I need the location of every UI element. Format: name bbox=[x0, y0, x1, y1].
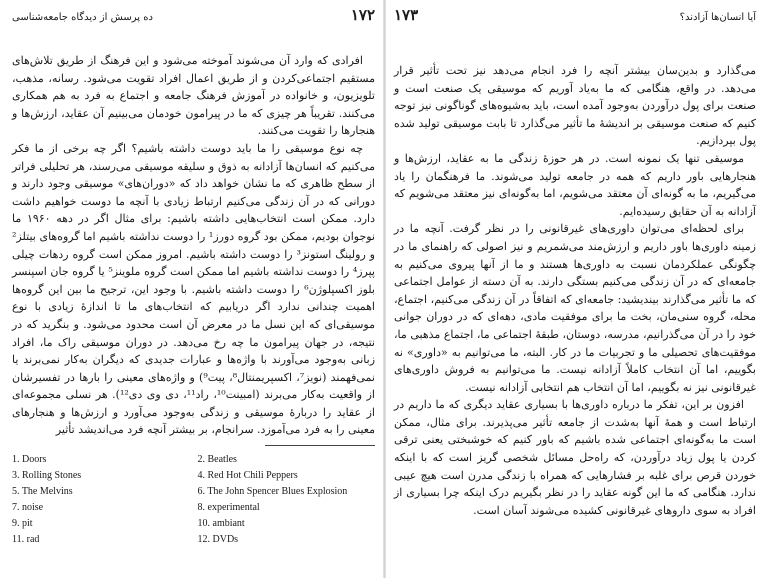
running-head-title: آیا انسان‌ها آزادند؟ bbox=[679, 12, 756, 23]
page-number: ۱۷۲ bbox=[350, 6, 375, 24]
footnote: 1. Doors bbox=[12, 454, 47, 466]
footnote: 7. noise bbox=[12, 502, 44, 514]
footnote: 4. Red Hot Chili Peppers bbox=[197, 470, 298, 482]
running-head-title: ده پرسش از دیدگاه جامعه‌شناسی bbox=[12, 12, 153, 23]
footnote: 12. DVDs bbox=[197, 534, 239, 546]
paragraph: موسیقی تنها یک نمونه است. در هر حوزهٔ زندگی ما به عقاید، ارزش‌ها و هنجارهایی باور داریم که همه در جامعه تولید می‌شوند. ما فرهنگمان را یاد می‌گیریم، ما به گونه‌ای آن معتقد می‌شویم، اما به‌گونه‌ای نیز معتقد می‌شویم که آزادانه به آن حقایق رسیده‌ایم. bbox=[394, 151, 756, 218]
paragraph: چه نوع موسیقی را ما باید دوست داشته باشیم؟ اگر چه برخی از ما فکر می‌کنیم که انسان‌ها آزادانه به ذوق و سلیقه موسیقی می‌رسند، هر تحلیلی فراتر از سطح ظاهری که ما نشان خواهد داد که «دوران‌های» موسیقی وجود دارند و دورانی که در آن زندگی می‌کنیم ارتباط زیادی با آنچه ما دوست خواهیم داشت دارد. ممکن است انتخاب‌هایی داشته باشیم: برای مثال اگر در دهه ۱۹۶۰ ما نوجوان بودیم، ممکن بود گروه دورز¹ را دوست نداشته باشیم اما گروه‌های بیتلز² و رولینگ استونز³ را دوست داشته باشیم. امروز ممکن است گروه ردهات چیلی پپرز⁴ را دوست نداشته باشیم اما ممکن است گروه ملوینز⁵ یا گروه جان اسپنسر بلوز اکسپلوژن⁶ را دوست داشته باشیم. با وجود این، ترجیح ما بین این گروه‌ها اهمیت چندانی ندارد اگر دریابیم که انتخاب‌های ما تا اندازهٔ زیادی با نوع موسیقی‌ای که این نسل ما در معرض آن است محدود می‌شود. و بنگرید که در نتیجه، در جهان پیرامون ما چه رخ می‌دهد. در دوران موسیقی راک ما، افراد زبانی به‌وجود می‌آورند با واژه‌ها و عبارات جدیدی که دیگران به‌کار نمی‌برند یا نمی‌فهمند (نویز⁷، اکسپریمنتال⁸، پیت⁹) و واژه‌های معینی را بارها در تفسیرشان از واقعیت به‌کار می‌برند (امبینت¹⁰، راد¹¹، دی وی دی¹²). هر نسلی مجموعه‌ای از عقاید را دربارهٔ موسیقی و زندگی به‌وجود می‌آورد و ارزش‌ها و هنجارهای معینی را به فرد می‌آموزد. سرانجام، بر بیشتر آنچه فرد می‌اندیشد تأثیر bbox=[12, 141, 375, 437]
right-running-header bbox=[394, 0, 756, 30]
right-page bbox=[386, 0, 768, 578]
left-page bbox=[0, 0, 383, 578]
paragraph: برای لحظه‌ای می‌توان داوری‌های غیرقانونی را در نظر گرفت. آنچه ما در زمینه داوری‌ها باور داریم و ارزش‌مند می‌شمریم و نیز اصولی که راهنمای ما در چگونگی عملکردمان نسبت به داوری‌ها هستند و ما از آنها پیروی می‌کنیم به جامعه‌ای که در آن زندگی می‌کنیم بستگی دارند. به آن دسته از عوامل اجتماعی که ما تأثیر می‌گذارند بیندیشید: جامعه‌ای که اتفاقاً در آن زندگی می‌کنیم، اجتماع، محله، گروه سنی‌مان، بخت ما برای موفقیت مادی، دهه‌ای که در دوران جوانی خود را در آن می‌گذرانیم، مدرسه، دوستان، طبقهٔ اجتماعی ما، اجتماع مذهبی ما، موفقیت‌های تحصیلی ما و تجربیات ما در کار. البته، ما می‌توانیم به «داوری» نه بگوییم، اما آن انتخاب کاملاً آزادانه نیست. ما می‌توانیم به فروش داوری‌های غیرقانونی نیز نه بگوییم، اما آن انتخاب هم انتخابی آزادانه نیست. bbox=[394, 222, 756, 394]
paragraph: افرادی که وارد آن می‌شوند آموخته می‌شود و این فرهنگ از طریق تلاش‌های مستقیم اجتماعی‌کردن و از طریق اعمال افراد تقویت می‌شود. رسانه، مذهب، تلویزیون، و خانواده در آموزش فرهنگ جامعه و اجتماع به فرد به هم همکاری می‌کنند. تقریباً هر چیزی که ما در پیرامون خودمان می‌بینیم آن عقاید، ارزش‌ها و هنجارها را تقویت می‌کنند. bbox=[12, 54, 375, 138]
footnote: 5. The Melvins bbox=[12, 486, 73, 498]
footnote: 9. pit bbox=[12, 518, 33, 530]
footnote-divider bbox=[265, 445, 375, 446]
footnote: 8. experimental bbox=[197, 502, 260, 514]
right-body-text bbox=[394, 62, 756, 519]
left-body-text bbox=[12, 52, 375, 439]
footnotes bbox=[12, 454, 375, 545]
footnote: 3. Rolling Stones bbox=[12, 470, 82, 482]
page-number: ۱۷۳ bbox=[394, 6, 419, 24]
footnote: 2. Beatles bbox=[197, 454, 237, 466]
paragraph: افزون بر این، تفکر ما درباره داوری‌ها با بسیاری عقاید دیگری که ما داریم در ارتباط است و همهٔ آنها به‌شدت از جامعه تأثیر می‌پذیرند. برای مثال، ممکن است ما به‌گونه‌ای اجتماعی شده باشیم که باور کنیم که خوشبختی یعنی ترقی کردن یا پول زیاد درآوردن، که راه‌حل مسائل شخصی گریز است که با اینکه خوردن قرص برای غلبه بر فشارهایی که همراه با زندگی مدرن است هیچ عیبی ندارد. هنگامی که ما این گونه عقاید را در نظر بگیریم درک اینکه چرا بسیاری از افراد به سوی داروهای غیرقانونی کشیده می‌شوند آسان است. bbox=[394, 398, 756, 517]
paragraph: می‌گذارد و بدین‌سان بیشتر آنچه را فرد انجام می‌دهد نیز تحت تأثیر قرار می‌دهد. در واقع، هنگامی که ما به‌یاد آوریم که موسیقی یک صنعت است و صنعت برای پول درآوردن به‌وجود آمده است، باید به‌شیوه‌های گوناگونی نیز توجه کنیم که صنعت موسیقی بر اندیشهٔ ما تأثیر می‌گذارد تا بابت موسیقی تولید شده پول بپردازیم. bbox=[394, 64, 756, 148]
footnote: 10. ambiant bbox=[197, 518, 245, 530]
footnote: 6. The John Spencer Blues Explosion bbox=[197, 486, 348, 498]
footnote: 11. rad bbox=[12, 534, 40, 546]
left-running-header bbox=[12, 0, 375, 30]
